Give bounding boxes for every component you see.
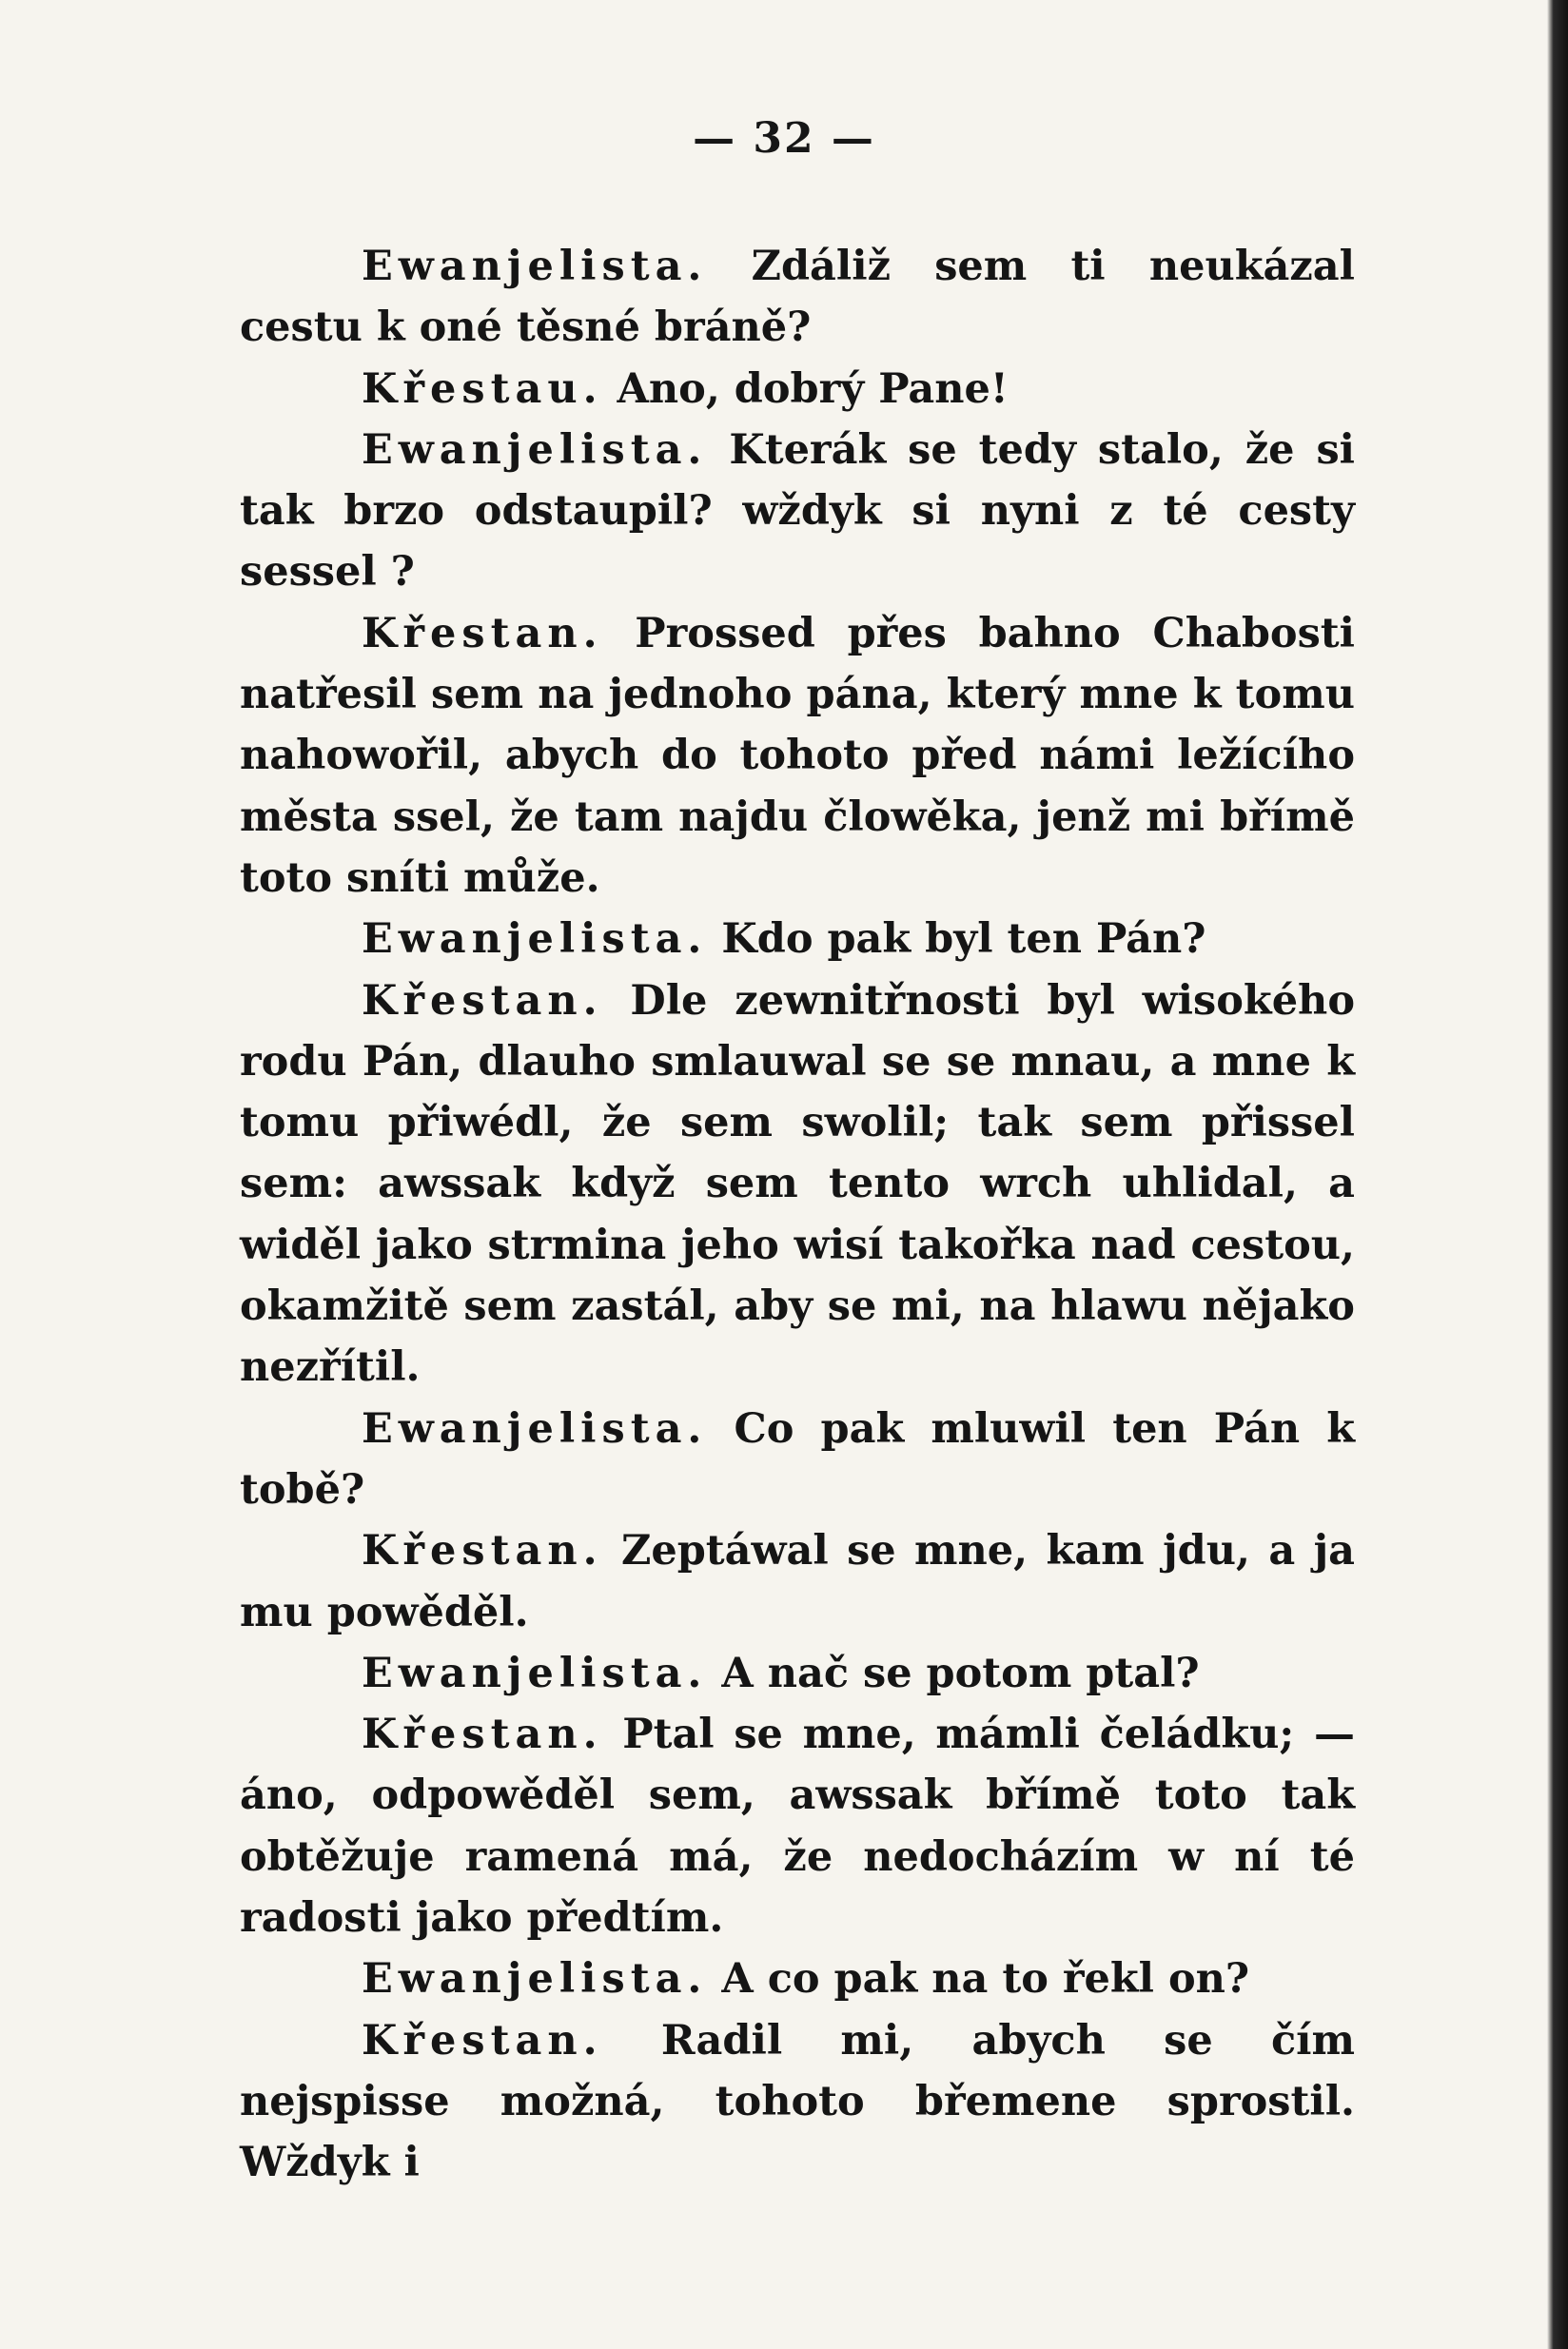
- paragraph-text: Ano, dobrý Pane!: [602, 364, 1009, 413]
- page-number: — 32 —: [693, 114, 875, 163]
- paragraph-text: Kdo pak byl ten Pán?: [707, 915, 1206, 964]
- paragraph-text: Zdáliž sem ti neukázal cestu k oné těsné bráně?: [240, 243, 1355, 352]
- speaker-name: Křestan.: [362, 1711, 603, 1759]
- paragraph-text: Radil mi, abych se čím nejspisse možná, tohoto břemene sprostil. Wždyk i: [240, 2016, 1355, 2187]
- dialogue-paragraph: [240, 236, 1355, 359]
- paragraph-text: A nač se potom ptal?: [707, 1649, 1200, 1697]
- dialogue-paragraph: [240, 1643, 1355, 1704]
- paragraph-text: Prossed přes bahno Chabosti natřesil sem na jednoho pána, který mne k tomu nahowořil, abych do tohoto před námi ležícího města ssel, že tam najdu člowěka, jenž mi břímě toto sníti může.: [240, 609, 1355, 902]
- dialogue-paragraph: [240, 603, 1355, 909]
- paragraph-text: Kterák se tedy stalo, že si tak brzo odstaupil? wždyk si nyni z té cesty sessel ?: [240, 425, 1355, 597]
- speaker-name: Křestan.: [362, 2016, 603, 2065]
- dialogue-paragraph: [240, 1948, 1355, 2009]
- speaker-name: Křestau.: [362, 364, 603, 413]
- speaker-name: Ewanjelista.: [362, 915, 708, 964]
- speaker-name: Ewanjelista.: [362, 1404, 708, 1453]
- dialogue-text: [240, 236, 1355, 2194]
- speaker-name: Ewanjelista.: [362, 1955, 708, 2004]
- dialogue-paragraph: [240, 359, 1355, 420]
- dialogue-paragraph: [240, 1520, 1355, 1643]
- dialogue-paragraph: [240, 1399, 1355, 1521]
- dialogue-paragraph: [240, 970, 1355, 1399]
- dialogue-paragraph: [240, 420, 1355, 603]
- paragraph-text: Dle zewnitřnosti byl wisokého rodu Pán, dlauho smlauwal se se mnau, a mne k tomu přiwédl, že sem swolil; tak sem přissel sem: awssak když sem tento wrch uhlidal, a widěl jako strmina jeho wisí takořka nad cestou, okamžitě sem zastál, aby se mi, na hlawu nějako nezřítil.: [240, 976, 1355, 1392]
- paragraph-text: Ptal se mne, mámli čeládku; — áno, odpowěděl sem, awssak břímě toto tak obtěžuje ramená má, že nedocházím w ní té radosti jako předtím.: [240, 1711, 1355, 1943]
- paragraph-text: A co pak na to řekl on?: [707, 1955, 1250, 2004]
- dialogue-paragraph: [240, 2010, 1355, 2194]
- speaker-name: Ewanjelista.: [362, 425, 708, 474]
- dialogue-paragraph: [240, 909, 1355, 969]
- dialogue-paragraph: [240, 1704, 1355, 1948]
- speaker-name: Křestan.: [362, 609, 603, 657]
- speaker-name: Ewanjelista.: [362, 243, 708, 290]
- speaker-name: Ewanjelista.: [362, 1649, 708, 1697]
- speaker-name: Křestan.: [362, 976, 603, 1025]
- page-edge: [1547, 0, 1568, 2349]
- speaker-name: Křestan.: [362, 1527, 603, 1576]
- paragraph-text: Zeptáwal se mne, kam jdu, a ja mu powěděl.: [240, 1527, 1355, 1636]
- paragraph-text: Co pak mluwil ten Pán k tobě?: [240, 1404, 1355, 1514]
